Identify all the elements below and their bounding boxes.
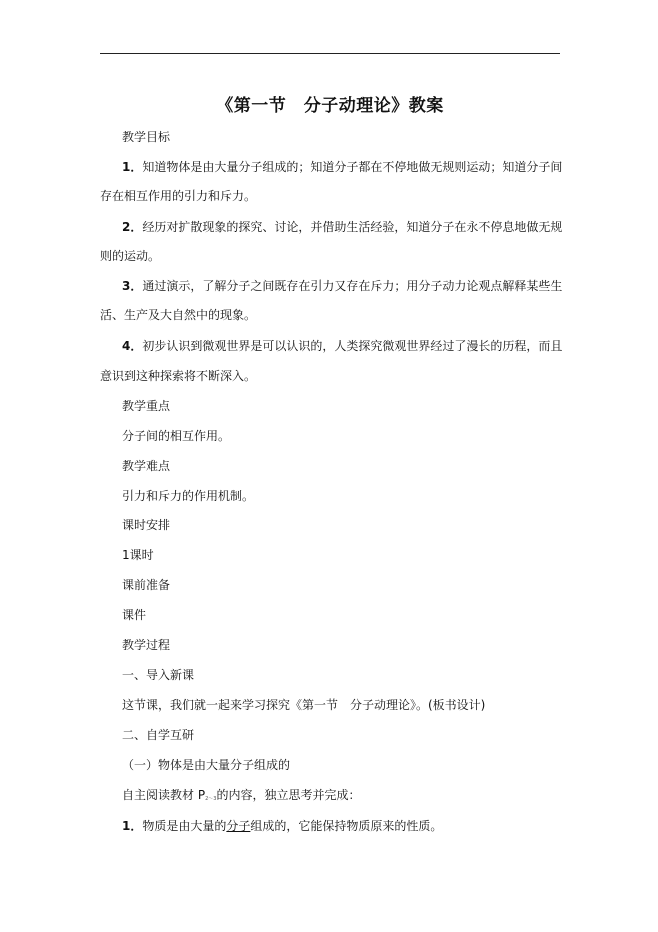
reading-instruction (122, 787, 360, 807)
heading-preparation: 课前准备 (122, 578, 171, 592)
hours-text: 1课时 (122, 548, 154, 562)
question-1-blank: 分子 (226, 819, 251, 833)
reading-post: 的内容，独立思考并完成： (216, 788, 361, 802)
goal-1-text: 知道物体是由大量分子组成的；知道分子都在不停地做无规则运动；知道分子间 (142, 160, 563, 174)
reading-pre: 自主阅读教材 (122, 788, 195, 802)
goal-2-line-2: 则的运动。 (100, 249, 161, 263)
heading-hours: 课时安排 (122, 518, 171, 532)
question-1-pre: 物质是由大量的 (142, 819, 227, 833)
goal-3-text: 通过演示，了解分子之间既存在引力又存在斥力；用分子动力论观点解释某些生 (142, 279, 563, 293)
goal-3-number: 3． (122, 279, 143, 293)
reading-page: P (197, 788, 206, 802)
heading-process: 教学过程 (122, 638, 171, 652)
question-1 (122, 818, 442, 834)
reading-page-range: 2～3 (205, 796, 217, 802)
heading-goals: 教学目标 (122, 130, 171, 144)
goal-2-number: 2． (122, 220, 143, 234)
goal-1-line-2: 存在相互作用的引力和斥力。 (100, 189, 257, 203)
goal-4-line-2: 意识到这种探索将不断深入。 (100, 369, 257, 383)
header-rule (100, 53, 560, 54)
intro-text: 这节课，我们就一起来学习探究《第一节 分子动理论》。(板书设计) (122, 698, 486, 712)
difficulty-text: 引力和斥力的作用机制。 (122, 489, 255, 503)
preparation-text: 课件 (122, 608, 147, 622)
subsection-1-heading: （一）物体是由大量分子组成的 (122, 758, 291, 772)
goal-4-text: 初步认识到微观世界是可以认识的，人类探究微观世界经过了漫长的历程，而且 (142, 339, 563, 353)
section-2-heading: 二、自学互研 (122, 728, 195, 742)
goal-2-text: 经历对扩散现象的探究、讨论，并借助生活经验，知道分子在永不停息地做无规 (142, 220, 563, 234)
goal-1-line-1 (122, 159, 562, 175)
question-1-number: 1． (122, 819, 143, 833)
question-1-post: 组成的，它能保持物质原来的性质。 (250, 819, 443, 833)
goal-2-line-1 (122, 219, 562, 235)
goal-1-number: 1． (122, 160, 143, 174)
goal-4-number: 4． (122, 339, 143, 353)
page-title: 《第一节 分子动理论》教案 (216, 96, 444, 116)
key-points-text: 分子间的相互作用。 (122, 429, 231, 443)
heading-difficulty: 教学难点 (122, 459, 171, 473)
goal-3-line-1 (122, 278, 562, 294)
goal-3-line-2: 活、生产及大自然中的现象。 (100, 308, 257, 322)
goal-4-line-1 (122, 338, 562, 354)
section-1-heading: 一、导入新课 (122, 668, 195, 682)
heading-key-points: 教学重点 (122, 399, 171, 413)
